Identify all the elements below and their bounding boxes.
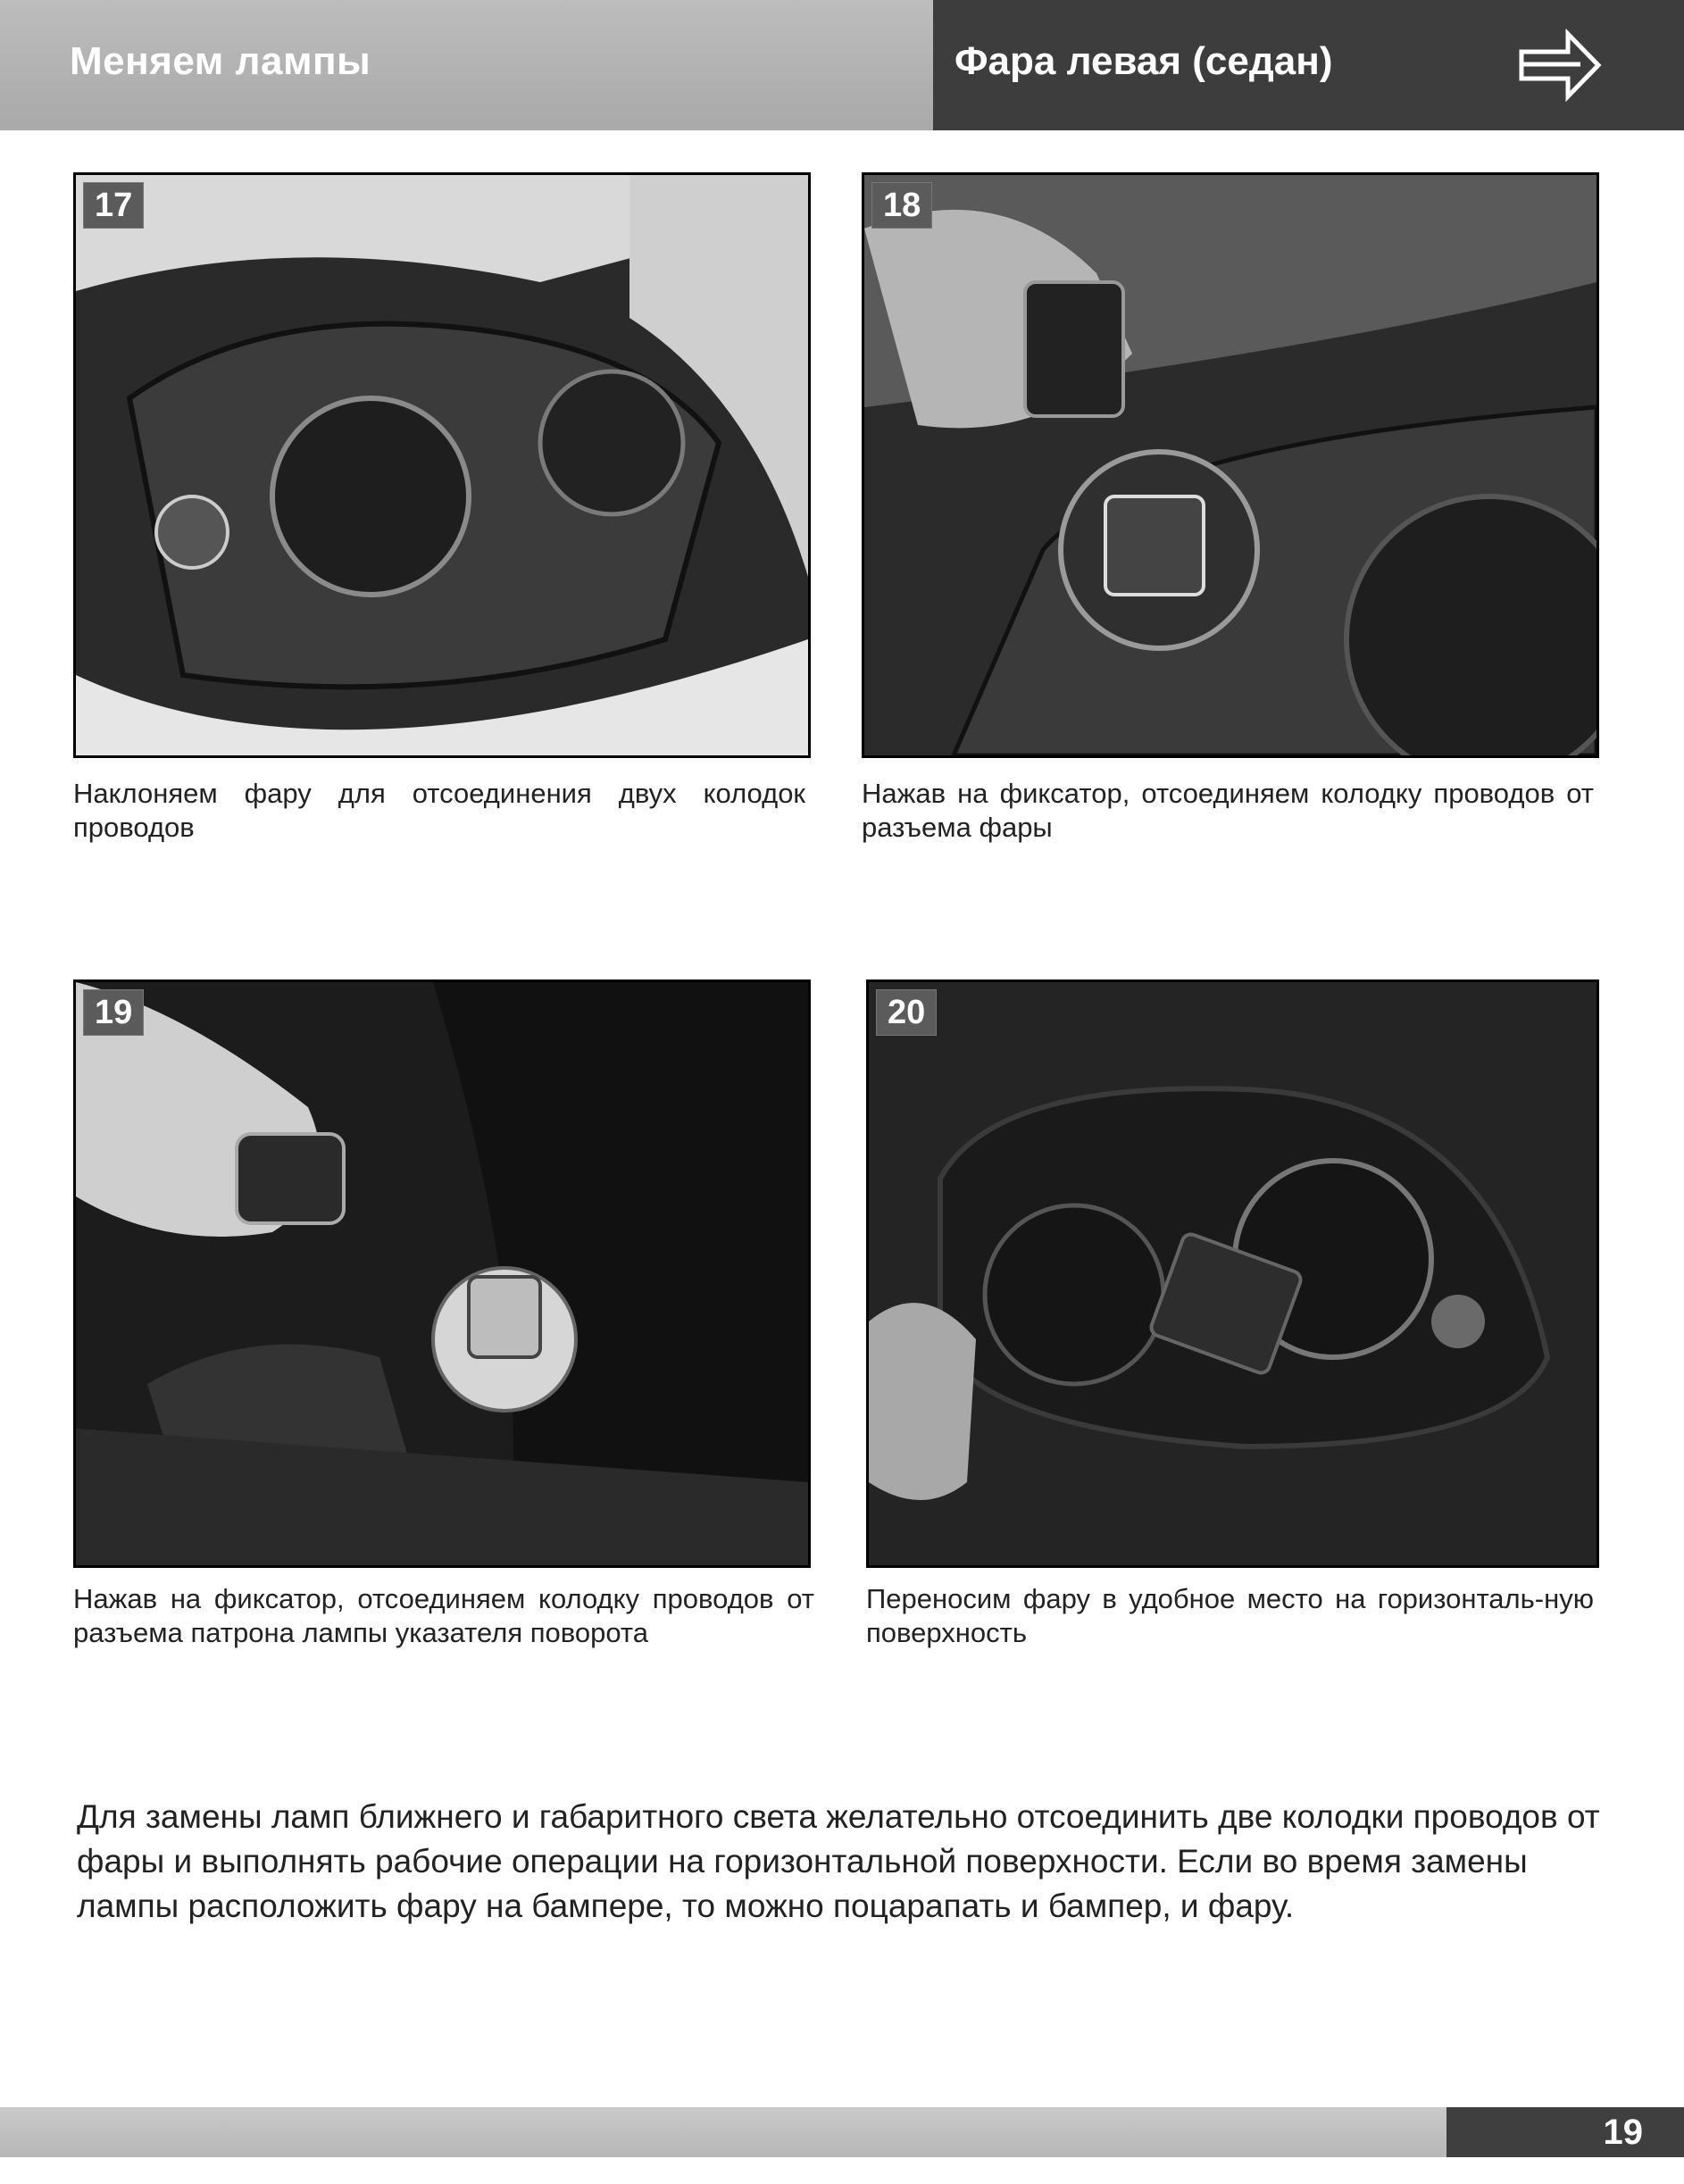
step-caption-20: Переносим фару в удобное место на горизонталь-ную поверхность — [866, 1583, 1594, 1648]
instruction-paragraph: Для замены ламп ближнего и габаритного света желательно отсоединить две колодки проводов от фары и выполнять рабочие операции на горизонтальной поверхности. Если во время замены лампы расположить фару на бампере, то можно поцарапать и бампер, и фару. — [77, 1798, 1600, 1924]
headlight-on-table-photo — [869, 982, 1596, 1565]
photo-step-19 — [73, 979, 811, 1568]
page-header — [0, 0, 1684, 130]
section-title: Меняем лампы — [70, 39, 371, 83]
step-number-badge: 20 — [876, 989, 937, 1036]
step-caption-19: Нажав на фиксатор, отсоединяем колодку проводов от разъема патрона лампы указателя поворота — [73, 1583, 814, 1648]
turn-signal-socket-photo — [76, 982, 808, 1565]
step-number-badge: 19 — [83, 989, 144, 1036]
photo-step-17 — [73, 172, 811, 758]
step-number-badge: 17 — [83, 182, 144, 229]
step-caption-17: Наклоняем фару для отсоединения двух колодок проводов — [73, 778, 805, 843]
connector-unplug-photo — [864, 175, 1596, 755]
page-number: 19 — [1603, 2113, 1643, 2152]
chapter-banner — [933, 0, 1684, 130]
page-number-box — [1446, 2107, 1684, 2157]
step-caption-18: Нажав на фиксатор, отсоединяем колодку проводов от разъема фары — [862, 778, 1594, 843]
section-banner — [0, 0, 933, 130]
photo-step-18 — [862, 172, 1599, 758]
headlight-rear-photo — [76, 175, 808, 755]
photo-step-20 — [866, 979, 1599, 1568]
step-number-badge: 18 — [871, 182, 932, 229]
footer-bar — [0, 2107, 1446, 2157]
chapter-title: Фара левая (седан) — [955, 39, 1333, 83]
double-line-arrow-right-icon — [1518, 25, 1604, 105]
